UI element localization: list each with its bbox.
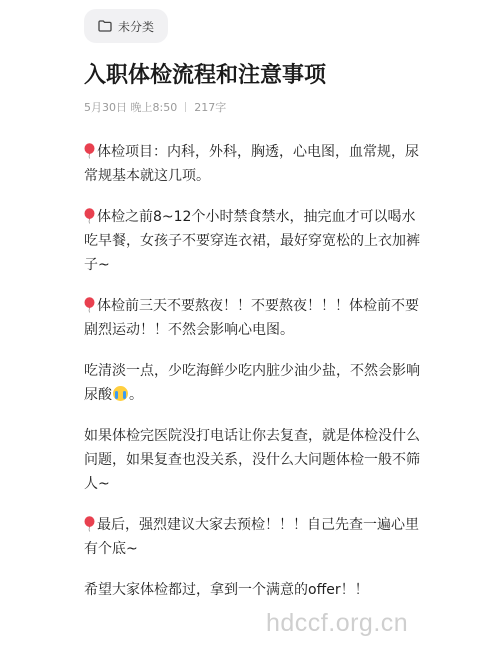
note-meta — [84, 99, 226, 115]
paragraph-text: 体检之前8~12个小时禁食禁水，抽完血才可以喝水吃早餐，女孩子不要穿连衣裙，最好穿宽松的上衣加裤子~ — [84, 209, 420, 273]
meta-divider — [185, 102, 186, 112]
word-count: 217字 — [194, 101, 227, 114]
note-body[interactable] — [84, 140, 429, 619]
balloon-icon — [84, 516, 95, 532]
paragraph-text: 如果体检完医院没打电话让你去复查，就是体检没什么问题，如果复查也没关系，没什么大问题体检一般不筛人~ — [84, 428, 420, 492]
paragraph-1 — [84, 140, 429, 188]
paragraph-text: 体检前三天不要熬夜！！不要熬夜！！！体检前不要剧烈运动！！不然会影响心电图。 — [84, 298, 419, 338]
balloon-icon — [84, 208, 95, 224]
paragraph-text: 体检项目：内科，外科，胸透，心电图，血常规，尿常规基本就这几项。 — [84, 144, 419, 184]
paragraph-4 — [84, 359, 429, 407]
watermark: hdccf.org.cn — [266, 609, 409, 637]
note-title: 入职体检流程和注意事项 — [84, 63, 327, 88]
balloon-icon — [84, 143, 95, 159]
paragraph-2 — [84, 205, 429, 277]
folder-icon — [98, 20, 112, 32]
balloon-icon — [84, 297, 95, 313]
paragraph-text-end: 。 — [129, 387, 143, 403]
paragraph-3 — [84, 294, 429, 342]
paragraph-7 — [84, 578, 429, 602]
folder-label: 未分类 — [118, 19, 155, 34]
paragraph-text: 希望大家体检都过，拿到一个满意的offer！！ — [84, 582, 369, 598]
folder-chip[interactable] — [84, 9, 168, 43]
paragraph-6 — [84, 513, 429, 561]
note-date: 5月30日 晚上8:50 — [84, 101, 178, 114]
paragraph-text: 最后，强烈建议大家去预检！！！自己先查一遍心里有个底~ — [84, 517, 419, 557]
paragraph-5 — [84, 424, 429, 496]
crying-face-icon — [113, 386, 128, 401]
paragraph-text: 吃清淡一点，少吃海鲜少吃内脏少油少盐，不然会影响尿酸 — [84, 363, 420, 403]
